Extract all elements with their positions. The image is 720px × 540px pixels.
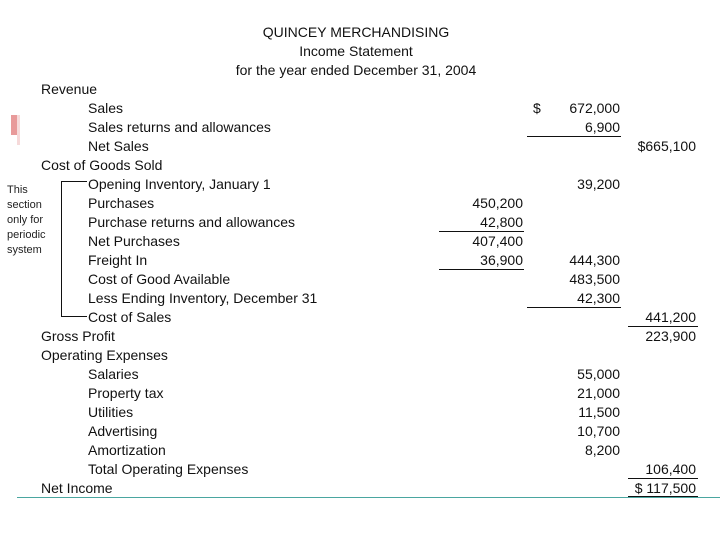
purchase-returns-value: 42,800 [480, 214, 523, 230]
note-line: This [7, 184, 28, 196]
note-line: system [7, 244, 42, 256]
net-purchases-value: 407,400 [472, 233, 523, 249]
utilities-label: Utilities [88, 404, 134, 420]
revenue-heading: Revenue [41, 81, 98, 97]
net-purchases-label: Net Purchases [88, 233, 180, 249]
gross-profit-value: 223,900 [645, 328, 696, 344]
purchases-label: Purchases [88, 195, 155, 211]
total-operating-label: Total Operating Expenses [88, 461, 249, 477]
advertising-label: Advertising [88, 423, 158, 439]
opening-inventory-label: Opening Inventory, January 1 [88, 176, 271, 192]
slide-bottom-rule [17, 497, 720, 498]
cost-of-sales-label: Cost of Sales [88, 309, 172, 325]
sales-value: 672,000 [569, 100, 620, 116]
ending-inventory-value: 42,300 [577, 290, 620, 306]
net-income-label: Net Income [41, 480, 113, 496]
salaries-label: Salaries [88, 366, 139, 382]
bracket-side [61, 181, 62, 316]
sales-returns-label: Sales returns and allowances [88, 119, 271, 135]
freight-in-value: 36,900 [480, 252, 523, 268]
purchase-returns-label: Purchase returns and allowances [88, 214, 296, 230]
cost-available-label: Cost of Good Available [88, 271, 231, 287]
slide-marker-shadow [17, 115, 20, 145]
underline [439, 269, 524, 270]
note-line: section [7, 199, 42, 211]
cost-available-value: 483,500 [569, 271, 620, 287]
utilities-value: 11,500 [578, 404, 620, 420]
amortization-value: 8,200 [584, 442, 620, 458]
cogs-heading: Cost of Goods Sold [41, 157, 163, 173]
note-line: periodic [7, 229, 46, 241]
net-income-value: $ 117,500 [634, 480, 696, 496]
statement-title: Income Statement [299, 43, 413, 59]
property-tax-value: 21,000 [577, 385, 620, 401]
cost-of-sales-value: 441,200 [645, 309, 696, 325]
salaries-value: 55,000 [577, 366, 620, 382]
company-name: QUINCEY MERCHANDISING [262, 24, 450, 40]
net-sales-label: Net Sales [88, 138, 149, 154]
ending-inventory-label: Less Ending Inventory, December 31 [88, 290, 318, 306]
note-line: only for [7, 214, 44, 226]
net-sales-value: $665,100 [637, 138, 696, 154]
sales-returns-value: 6,900 [584, 119, 620, 135]
dollar-sign: $ [533, 100, 541, 116]
periodic-system-note [7, 183, 46, 258]
amortization-label: Amortization [88, 442, 166, 458]
purchases-value: 450,200 [472, 195, 523, 211]
freight-in-total: 444,300 [569, 252, 620, 268]
bracket-top [61, 181, 87, 182]
total-operating-value: 106,400 [645, 461, 696, 477]
freight-in-label: Freight In [88, 252, 148, 268]
operating-expenses-heading: Operating Expenses [41, 347, 168, 363]
property-tax-label: Property tax [88, 385, 164, 401]
sales-label: Sales [88, 100, 124, 116]
opening-inventory-value: 39,200 [577, 176, 620, 192]
statement-period: for the year ended December 31, 2004 [235, 62, 477, 78]
bracket-bottom [61, 316, 87, 317]
gross-profit-label: Gross Profit [41, 328, 115, 344]
advertising-value: 10,700 [577, 423, 620, 439]
